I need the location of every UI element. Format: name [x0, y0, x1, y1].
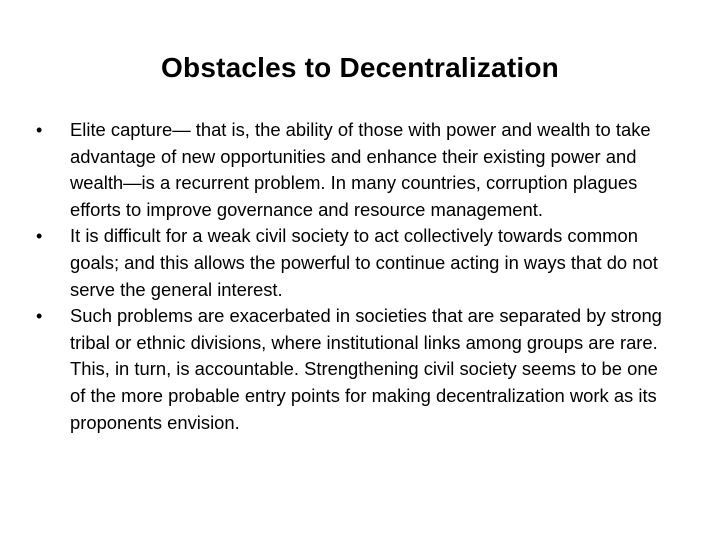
bullet-item-weak-civil-society — [36, 223, 666, 303]
bullet-text: It is difficult for a weak civil society to act collectively towards common goals; and this allows the powerful to continue acting in ways that do not serve the general interest. — [70, 225, 658, 300]
bullet-list — [36, 117, 666, 436]
bullet-dot-icon: • — [36, 306, 43, 327]
bullet-text: Elite capture— that is, the ability of those with power and wealth to take advantage of new opportunities and enhance their existing power and wealth—is a recurrent problem. In many countries, corruption plagues efforts to improve governance and resource management. — [70, 119, 651, 220]
bullet-item-divided-societies — [36, 303, 666, 436]
bullet-dot-icon: • — [36, 120, 43, 140]
bullet-item-elite-capture — [36, 117, 666, 223]
slide-title: Obstacles to Decentralization — [161, 52, 559, 83]
bullet-text: Such problems are exacerbated in societies that are separated by strong tribal or ethnic divisions, where institutional links among groups are rare. This, in turn, is accountable. Strengthening civil society seems to be one of the more probable entry points for making decentralization work as its proponents envision. — [70, 305, 662, 433]
bullet-dot-icon: • — [36, 226, 43, 247]
